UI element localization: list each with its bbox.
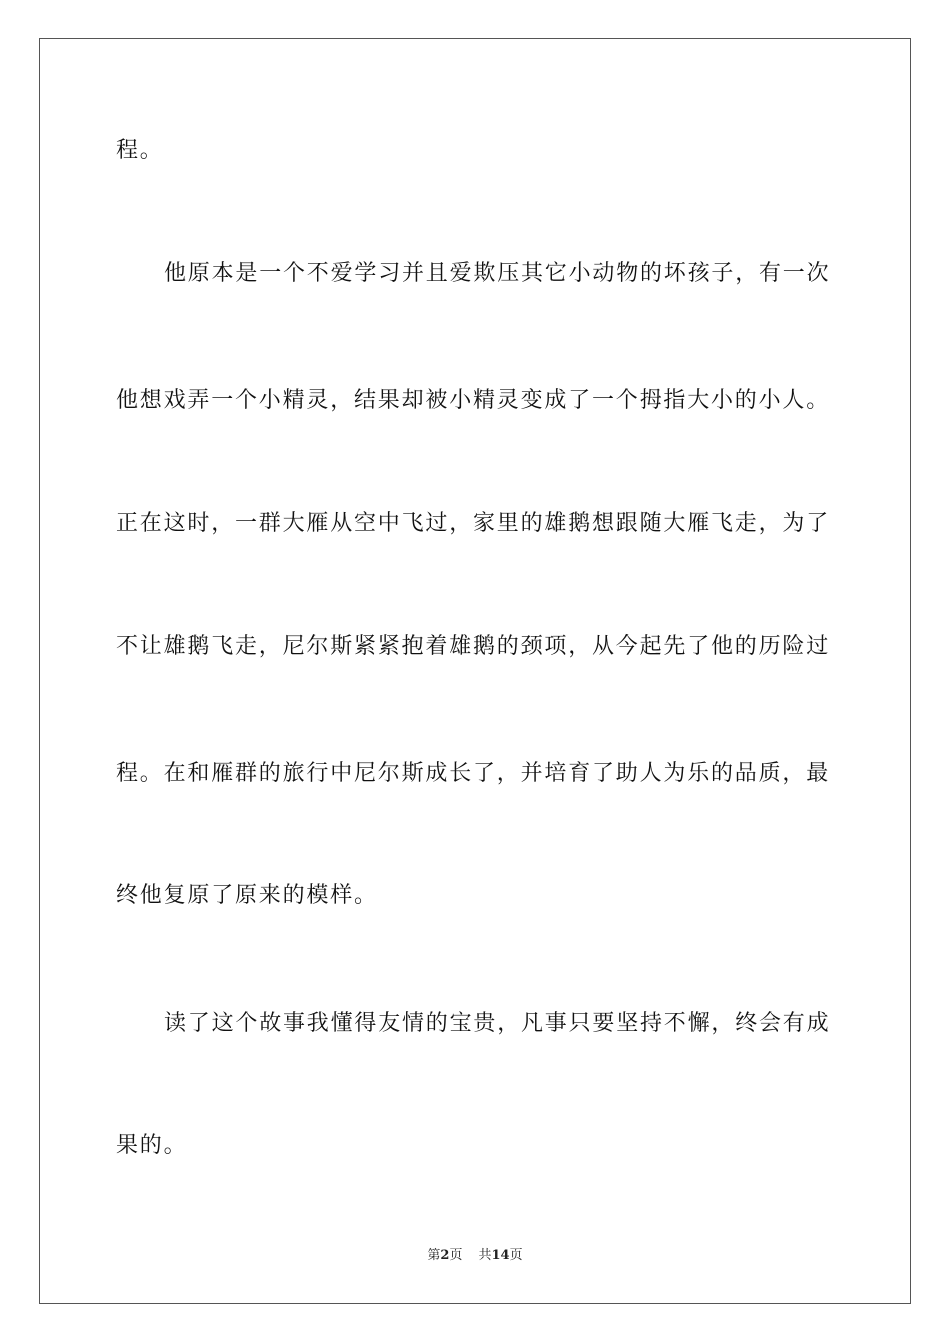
page-frame (39, 38, 911, 1304)
text-line: 读了这个故事我懂得友情的宝贵，凡事只要坚持不懈，终会有成 (164, 1011, 831, 1036)
text-line: 他原本是一个不爱学习并且爱欺压其它小动物的坏孩子，有一次 (164, 261, 831, 286)
text-line: 终他复原了原来的模样。 (116, 883, 378, 908)
text-line: 果的。 (116, 1133, 188, 1158)
page-footer (0, 1247, 950, 1265)
text-line: 不让雄鹅飞走，尼尔斯紧紧抱着雄鹅的颈项，从今起先了他的历险过 (116, 634, 831, 659)
text-line: 程。在和雁群的旅行中尼尔斯成长了，并培育了助人为乐的品质，最 (116, 761, 831, 786)
text-line: 正在这时，一群大雁从空中飞过，家里的雄鹅想跟随大雁飞走，为了 (116, 511, 831, 536)
text-line: 他想戏弄一个小精灵，结果却被小精灵变成了一个拇指大小的小人。 (116, 388, 831, 413)
page-indicator: 第2页 (427, 1248, 463, 1263)
text-line: 程。 (116, 138, 164, 163)
total-pages-indicator: 共14页 (478, 1248, 523, 1263)
